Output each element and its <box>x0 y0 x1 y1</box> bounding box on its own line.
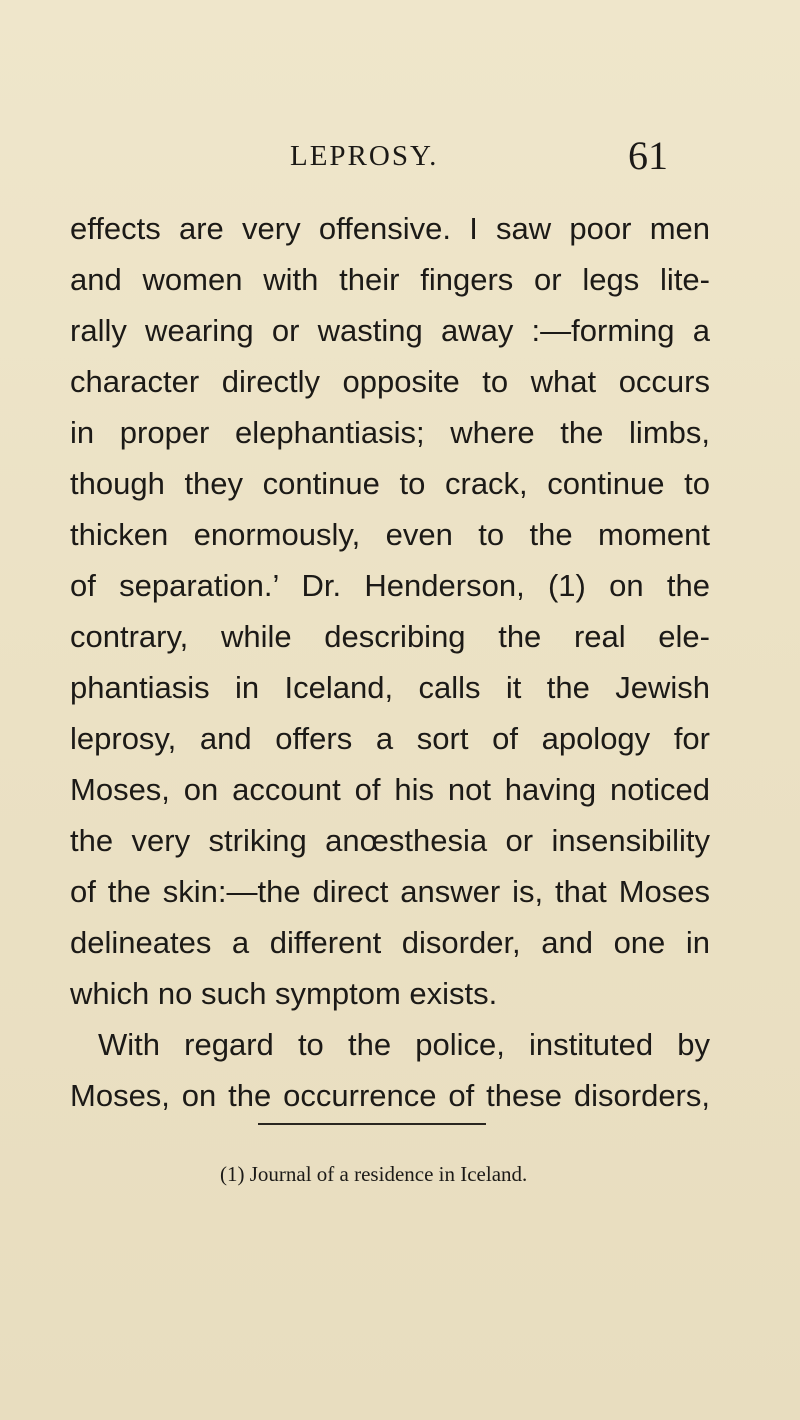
text-line: thicken enormously, even to the moment <box>70 517 710 552</box>
text-line: and women with their fingers or legs lite- <box>70 262 710 297</box>
text-line: Moses, on the occurrence of these disorders, <box>70 1078 710 1113</box>
text-line: effects are very offensive. I saw poor men <box>70 211 710 246</box>
running-title: LEPROSY. <box>290 140 439 172</box>
text-line: though they continue to crack, continue to <box>70 466 710 501</box>
text-line: the very striking anœsthesia or insensibility <box>70 823 710 858</box>
text-line: of the skin:—the direct answer is, that Moses <box>70 874 710 909</box>
page-number: 61 <box>628 133 668 178</box>
text-line: which no such symptom exists. <box>70 976 498 1011</box>
text-line: phantiasis in Iceland, calls it the Jewish <box>70 670 710 705</box>
text-line: With regard to the police, instituted by <box>98 1027 710 1062</box>
text-line: leprosy, and offers a sort of apology for <box>70 721 710 756</box>
text-line: contrary, while describing the real ele- <box>70 619 710 654</box>
footnote: (1) Journal of a residence in Iceland. <box>220 1162 528 1186</box>
text-line: of separation.’ Dr. Henderson, (1) on the <box>70 568 710 603</box>
text-line: in proper elephantiasis; where the limbs, <box>70 415 710 450</box>
text-line: Moses, on account of his not having noticed <box>70 772 710 807</box>
text-line: character directly opposite to what occurs <box>70 364 710 399</box>
text-line: rally wearing or wasting away :—forming a <box>70 313 710 348</box>
footnote-rule <box>258 1123 486 1125</box>
body-text <box>70 203 710 1121</box>
text-line: delineates a different disorder, and one in <box>70 925 710 960</box>
